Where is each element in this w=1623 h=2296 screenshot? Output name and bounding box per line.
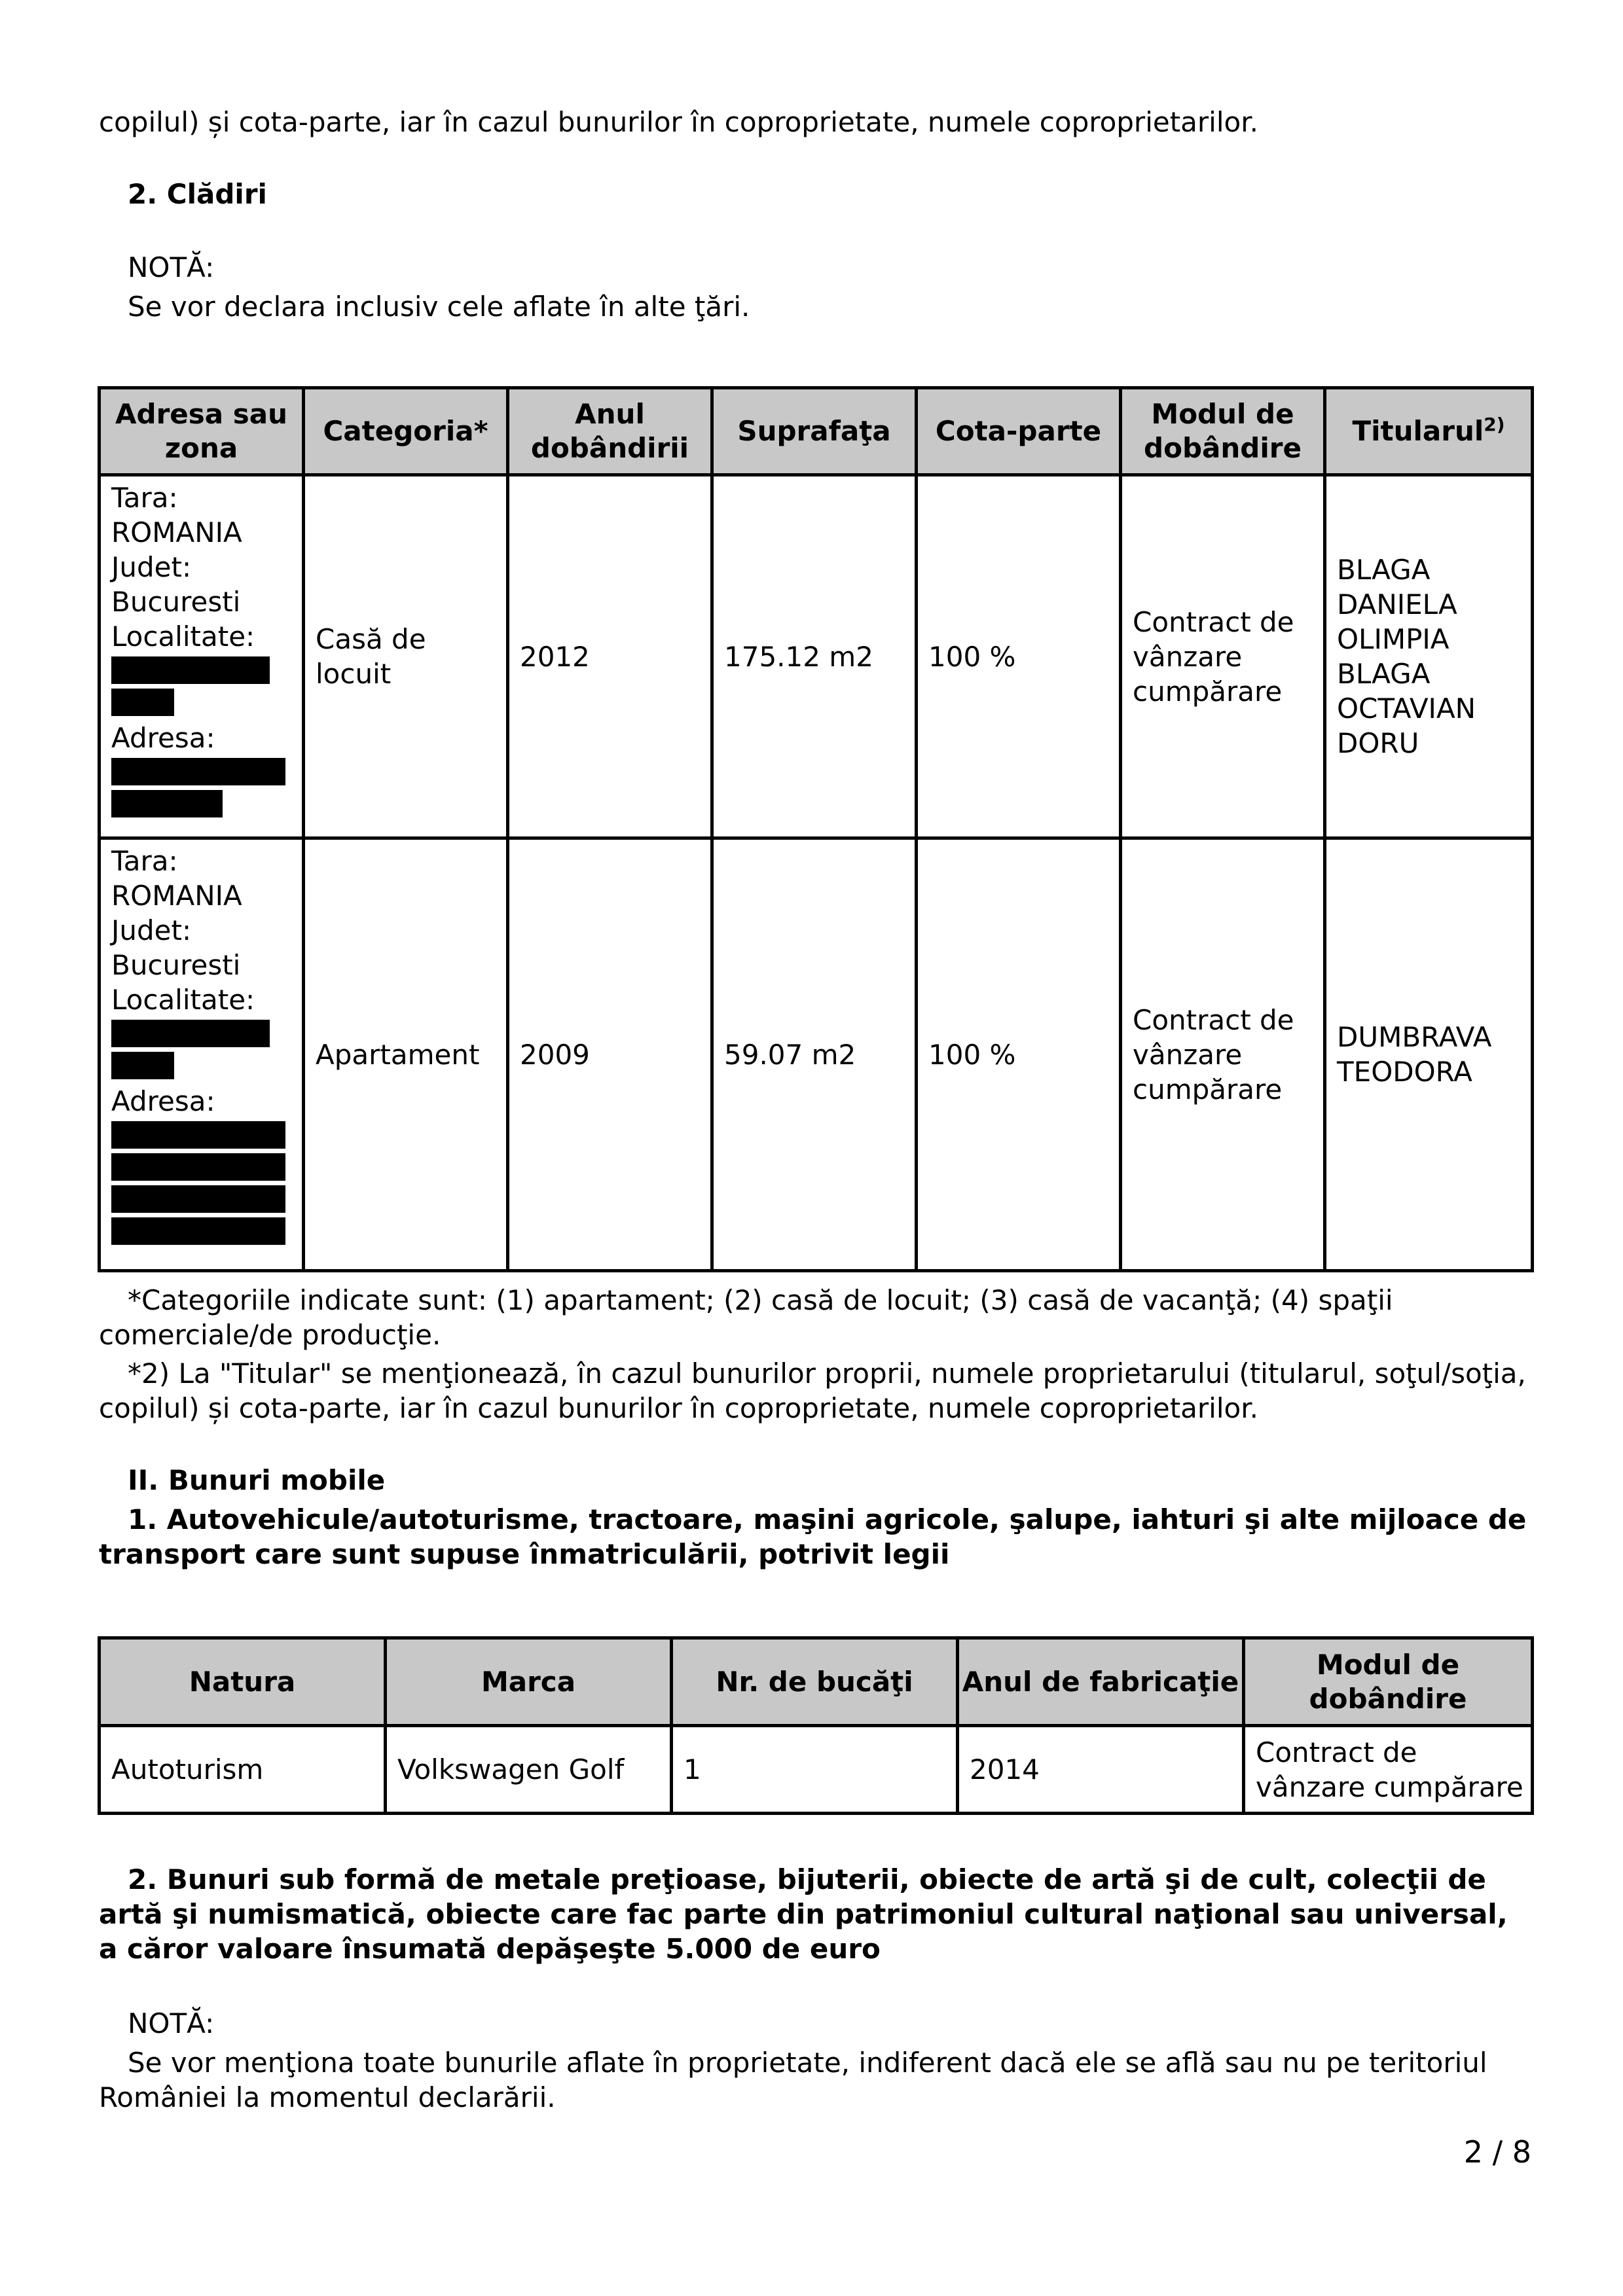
table-row <box>100 838 1533 1271</box>
redaction-bar <box>111 1217 285 1245</box>
redaction-bar <box>111 656 270 684</box>
col-marca-header: Marca <box>386 1638 672 1726</box>
adresa-line: Judet: <box>111 914 192 946</box>
redaction-bar <box>111 1153 285 1181</box>
auto-table <box>98 1636 1534 1815</box>
nota-label-2: NOTĂ: <box>128 2007 215 2039</box>
modul-cell: Contract de vânzare cumpărare <box>1121 475 1325 838</box>
section-metale-heading: 2. Bunuri sub formă de metale preţioase, bijuterii, obiecte de artă şi de cult, colecţii de artă şi numismatică, obiecte care fac parte din patrimoniul cultural naţional sau universal, a căror valoare însumată depăşeşte 5.000 de euro <box>99 1863 1508 1965</box>
suprafata-cell: 175.12 m2 <box>712 475 917 838</box>
suprafata-cell: 59.07 m2 <box>712 838 917 1271</box>
cladiri-header-row <box>100 388 1533 475</box>
footnote-categorii: *Categoriile indicate sunt: (1) apartament; (2) casă de locuit; (3) casă de vacanţă; (4) spaţii comerciale/de producţie. <box>99 1284 1393 1351</box>
col-suprafata-header: Suprafaţa <box>712 388 917 475</box>
cota-cell: 100 % <box>917 838 1121 1271</box>
redaction-bar <box>111 1020 270 1047</box>
col-nr-header: Nr. de bucăţi <box>672 1638 958 1726</box>
col-anul-header: Anul dobândirii <box>508 388 712 475</box>
redaction-bar <box>111 1185 285 1213</box>
adresa-cell <box>100 475 304 838</box>
col-modul-header: Modul de dobândire <box>1121 388 1325 475</box>
categoria-cell: Casă de locuit <box>304 475 508 838</box>
adresa-line: Bucuresti <box>111 949 241 981</box>
col-titular-header <box>1325 388 1533 475</box>
titular-header-text: Titularul <box>1352 415 1484 447</box>
nota-label: NOTĂ: <box>128 251 215 283</box>
nota-metale: Se vor menţiona toate bunurile aflate în proprietate, indiferent dacă ele se află sau nu pe teritoriul României la momentul declarării. <box>99 2047 1487 2113</box>
adresa-cell <box>100 838 304 1271</box>
table-row <box>100 1726 1533 1814</box>
col-adresa-header: Adresa sau zona <box>100 388 304 475</box>
adresa-line: Tara: <box>111 482 178 514</box>
marca-cell: Volkswagen Golf <box>386 1726 672 1814</box>
nota-cladiri: Se vor declara inclusiv cele aflate în alte ţări. <box>128 291 750 323</box>
anul-cell: 2012 <box>508 475 712 838</box>
redaction-bar <box>111 758 285 785</box>
section-cladiri-heading: 2. Clădiri <box>128 178 267 210</box>
section-mobile-heading: II. Bunuri mobile <box>128 1464 386 1496</box>
section-auto-heading: 1. Autovehicule/autoturisme, tractoare, maşini agricole, şalupe, iahturi şi alte mijloace de transport care sunt supuse înmatriculării, potrivit legii <box>99 1503 1527 1570</box>
titular-cell: BLAGA DANIELA OLIMPIA BLAGA OCTAVIAN DORU <box>1325 475 1533 838</box>
categoria-cell: Apartament <box>304 838 508 1271</box>
adresa-line: Tara: <box>111 845 178 877</box>
modul-cell: Contract de vânzare cumpărare <box>1244 1726 1533 1814</box>
adresa-line: Localitate: <box>111 984 255 1016</box>
redaction-bar <box>111 790 223 817</box>
col-cota-header: Cota-parte <box>917 388 1121 475</box>
top-line: copilul) și cota-parte, iar în cazul bunurilor în coproprietate, numele coproprietarilor. <box>99 106 1258 138</box>
table-row <box>100 475 1533 838</box>
col-modul-header: Modul de dobândire <box>1244 1638 1533 1726</box>
redaction-bar <box>111 1121 285 1149</box>
anul-cell: 2009 <box>508 838 712 1271</box>
titular-footnote-mark: 2) <box>1484 414 1505 435</box>
redaction-bar <box>111 689 174 716</box>
adresa-line: Localitate: <box>111 620 255 653</box>
anul-fabricatie-cell: 2014 <box>958 1726 1244 1814</box>
adresa-line: ROMANIA <box>111 516 242 548</box>
adresa-line: ROMANIA <box>111 880 242 912</box>
natura-cell: Autoturism <box>100 1726 386 1814</box>
adresa-label: Adresa: <box>111 722 215 754</box>
modul-cell: Contract de vânzare cumpărare <box>1121 838 1325 1271</box>
nr-cell: 1 <box>672 1726 958 1814</box>
titular-cell: DUMBRAVA TEODORA <box>1325 838 1533 1271</box>
adresa-label: Adresa: <box>111 1085 215 1117</box>
adresa-line: Bucuresti <box>111 586 241 618</box>
page-number: 2 / 8 <box>1463 2134 1531 2170</box>
redaction-bar <box>111 1052 174 1079</box>
col-anul-fabricatie-header: Anul de fabricaţie <box>958 1638 1244 1726</box>
cladiri-table <box>98 386 1534 1272</box>
adresa-line: Judet: <box>111 551 192 583</box>
footnote-titular: *2) La "Titular" se menţionează, în cazul bunurilor proprii, numele proprietarului (titularul, soţul/soţia, copilul) și cota-parte, iar în cazul bunurilor în coproprietate, numele coproprietarilor. <box>99 1357 1526 1424</box>
cota-cell: 100 % <box>917 475 1121 838</box>
col-categoria-header: Categoria* <box>304 388 508 475</box>
auto-header-row <box>100 1638 1533 1726</box>
col-natura-header: Natura <box>100 1638 386 1726</box>
